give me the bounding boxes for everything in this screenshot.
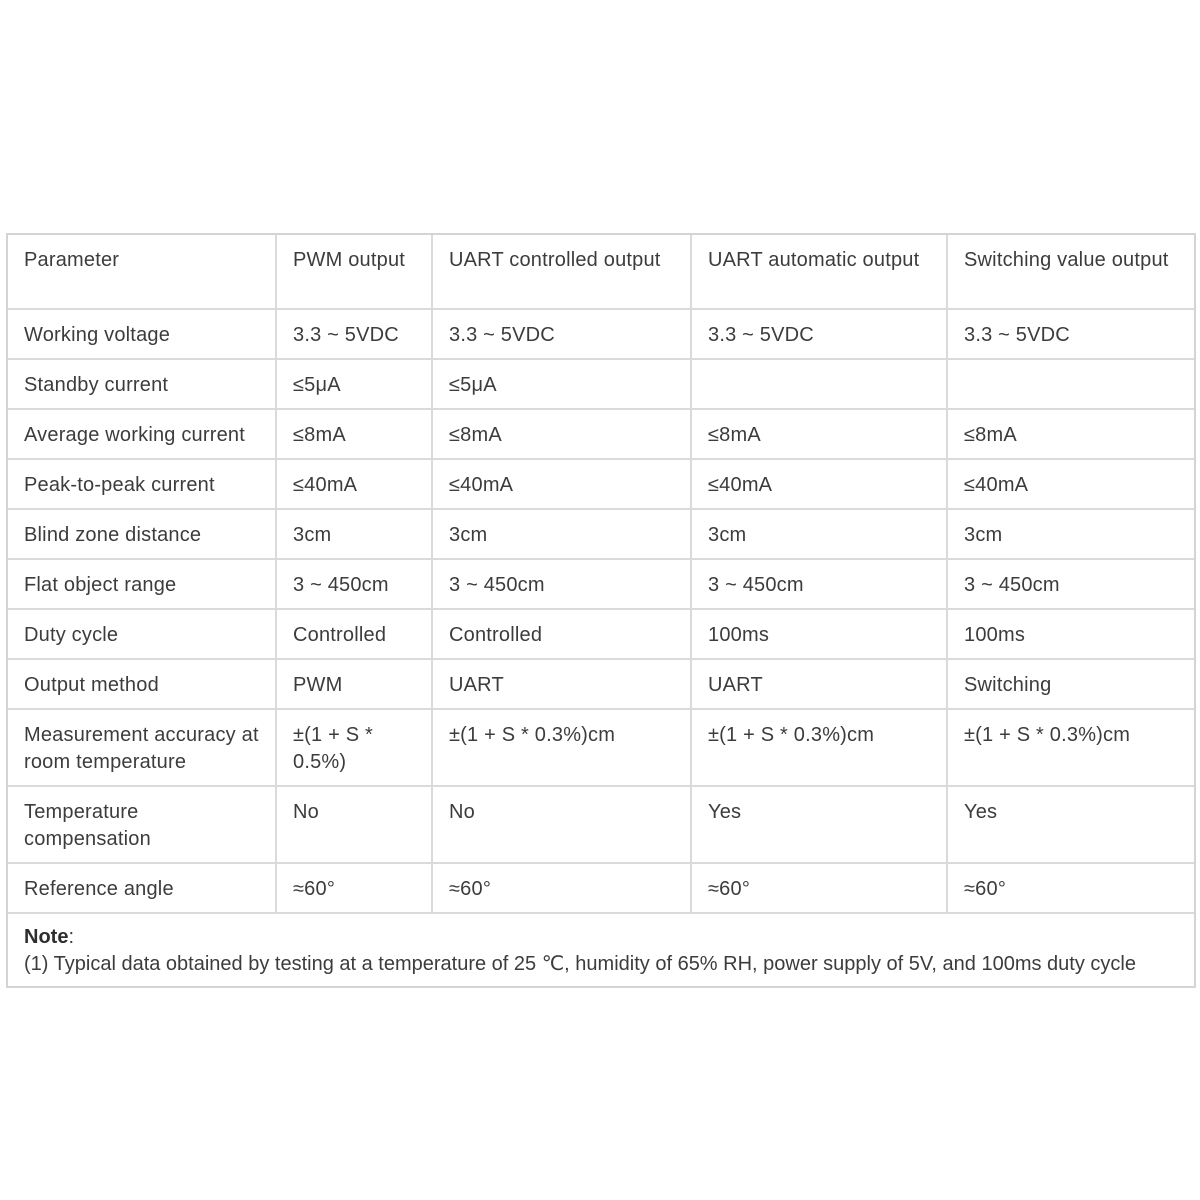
- value-cell: 3cm: [691, 509, 947, 559]
- note-text: (1) Typical data obtained by testing at a temperature of 25 ℃, humidity of 65% RH, power supply of 5V, and 100ms duty cycle: [24, 953, 1136, 975]
- value-cell: ≤40mA: [276, 459, 432, 509]
- param-cell: Standby current: [8, 359, 276, 409]
- value-cell: ≈60°: [947, 863, 1194, 913]
- spec-table-container: [6, 233, 1196, 988]
- value-cell: No: [276, 786, 432, 863]
- table-row: [8, 786, 1194, 863]
- value-cell: ≤40mA: [691, 459, 947, 509]
- table-row: [8, 863, 1194, 913]
- value-cell: [691, 359, 947, 409]
- param-cell: Working voltage: [8, 309, 276, 359]
- param-cell: Temperature compensation: [8, 786, 276, 863]
- value-cell: 3 ~ 450cm: [691, 559, 947, 609]
- value-cell: ≤5μA: [276, 359, 432, 409]
- value-cell: 3.3 ~ 5VDC: [691, 309, 947, 359]
- value-cell: Yes: [691, 786, 947, 863]
- table-row: [8, 459, 1194, 509]
- value-cell: Controlled: [432, 609, 691, 659]
- value-cell: No: [432, 786, 691, 863]
- note-label: Note: [24, 926, 69, 948]
- param-cell: Output method: [8, 659, 276, 709]
- table-header-row: [8, 235, 1194, 309]
- value-cell: UART: [691, 659, 947, 709]
- value-cell: ≤40mA: [947, 459, 1194, 509]
- value-cell: Controlled: [276, 609, 432, 659]
- value-cell: ≈60°: [691, 863, 947, 913]
- value-cell: ≤8mA: [276, 409, 432, 459]
- value-cell: UART: [432, 659, 691, 709]
- note-section: [8, 914, 1194, 986]
- param-cell: Blind zone distance: [8, 509, 276, 559]
- table-row: [8, 659, 1194, 709]
- value-cell: ≈60°: [432, 863, 691, 913]
- value-cell: ≤8mA: [691, 409, 947, 459]
- value-cell: 3cm: [276, 509, 432, 559]
- value-cell: ±(1 + S * 0.3%)cm: [691, 709, 947, 786]
- value-cell: ±(1 + S * 0.3%)cm: [432, 709, 691, 786]
- param-cell: Reference angle: [8, 863, 276, 913]
- value-cell: Yes: [947, 786, 1194, 863]
- value-cell: 3.3 ~ 5VDC: [276, 309, 432, 359]
- value-cell: ±(1 + S * 0.5%): [276, 709, 432, 786]
- table-row: [8, 709, 1194, 786]
- param-cell: Duty cycle: [8, 609, 276, 659]
- value-cell: ≤5μA: [432, 359, 691, 409]
- value-cell: ≤8mA: [947, 409, 1194, 459]
- value-cell: 3.3 ~ 5VDC: [947, 309, 1194, 359]
- spec-table: [8, 235, 1194, 914]
- value-cell: 3cm: [432, 509, 691, 559]
- table-row: [8, 559, 1194, 609]
- value-cell: ≤40mA: [432, 459, 691, 509]
- value-cell: 3 ~ 450cm: [947, 559, 1194, 609]
- value-cell: 100ms: [691, 609, 947, 659]
- value-cell: 3 ~ 450cm: [276, 559, 432, 609]
- value-cell: 100ms: [947, 609, 1194, 659]
- value-cell: [947, 359, 1194, 409]
- header-cell: Switching value output: [947, 235, 1194, 309]
- header-cell: UART controlled output: [432, 235, 691, 309]
- param-cell: Flat object range: [8, 559, 276, 609]
- header-cell: UART automatic output: [691, 235, 947, 309]
- table-row: [8, 309, 1194, 359]
- value-cell: 3cm: [947, 509, 1194, 559]
- value-cell: 3.3 ~ 5VDC: [432, 309, 691, 359]
- value-cell: ≤8mA: [432, 409, 691, 459]
- table-row: [8, 509, 1194, 559]
- note-heading: Note:: [24, 926, 75, 948]
- header-cell: Parameter: [8, 235, 276, 309]
- table-row: [8, 359, 1194, 409]
- value-cell: Switching: [947, 659, 1194, 709]
- header-cell: PWM output: [276, 235, 432, 309]
- value-cell: ±(1 + S * 0.3%)cm: [947, 709, 1194, 786]
- value-cell: PWM: [276, 659, 432, 709]
- param-cell: Average working current: [8, 409, 276, 459]
- value-cell: ≈60°: [276, 863, 432, 913]
- param-cell: Peak-to-peak current: [8, 459, 276, 509]
- value-cell: 3 ~ 450cm: [432, 559, 691, 609]
- table-row: [8, 409, 1194, 459]
- table-row: [8, 609, 1194, 659]
- param-cell: Measurement accuracy at room temperature: [8, 709, 276, 786]
